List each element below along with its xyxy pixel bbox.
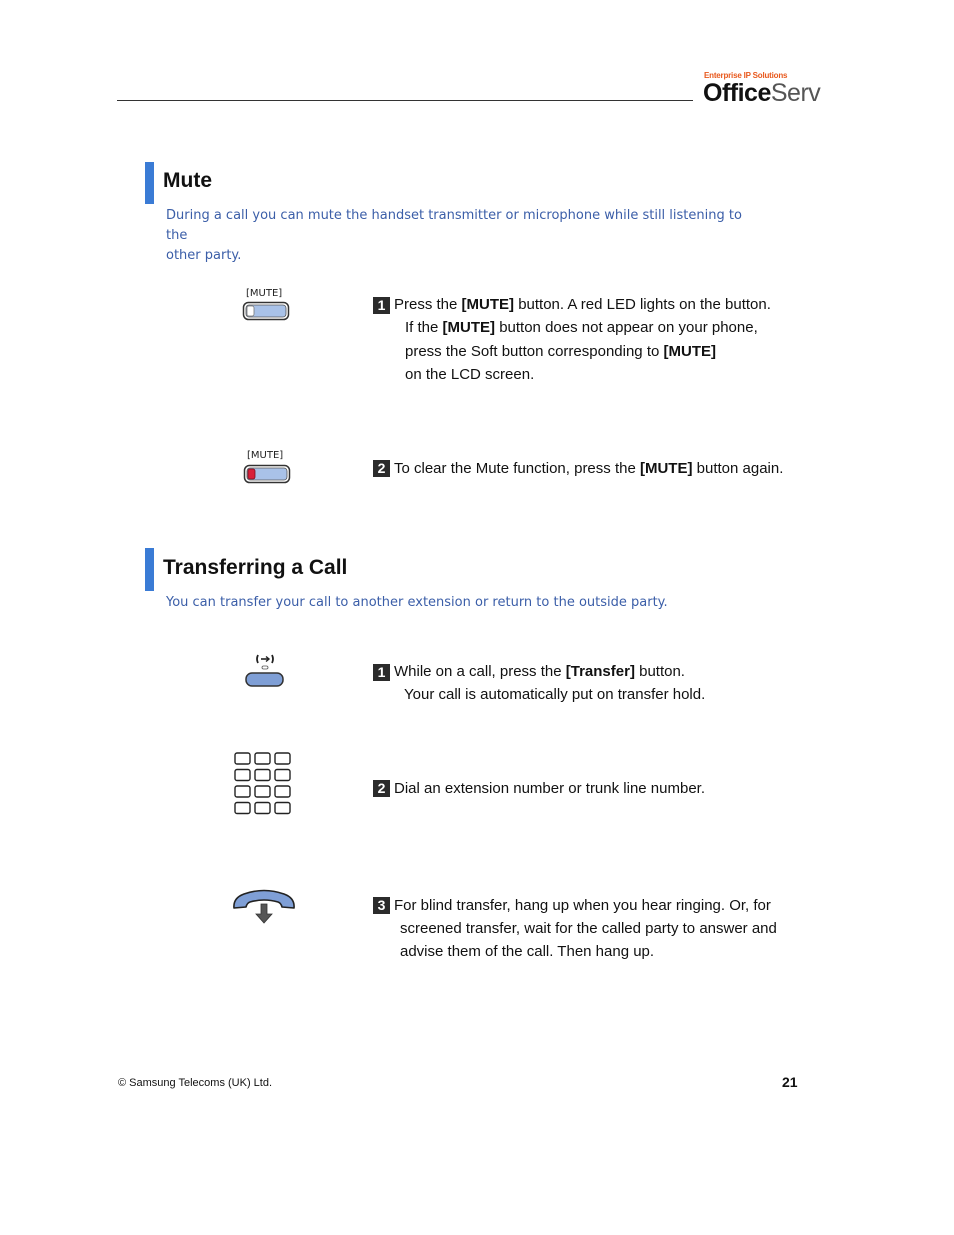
transfer-step-2-number: 2 xyxy=(373,780,390,797)
text-run: button. xyxy=(634,663,685,680)
mute-step-1-line-2 xyxy=(405,316,758,339)
mute-step-1-line-3 xyxy=(405,340,716,363)
transfer-step-1-line-1 xyxy=(394,660,685,683)
text-run: While on a call, press the xyxy=(394,663,566,680)
mute-section-title: Mute xyxy=(163,169,212,192)
keypad-key xyxy=(235,770,250,781)
keypad-key xyxy=(275,753,290,764)
keypad-key xyxy=(275,786,290,797)
transfer-step-3-line-2: screened transfer, wait for the called party to answer and xyxy=(400,920,777,937)
mute-step-1-line-4: on the LCD screen. xyxy=(405,366,535,383)
keypad-key xyxy=(255,803,270,814)
transfer-step-3-number: 3 xyxy=(373,897,390,914)
keypad-key xyxy=(255,753,270,764)
text-run-bold: [MUTE] xyxy=(663,343,716,360)
text-run: To clear the Mute function, press the xyxy=(394,460,640,477)
footer-copyright: © Samsung Telecoms (UK) Ltd. xyxy=(118,1077,273,1089)
mute-step-2-number: 2 xyxy=(373,460,390,477)
text-run-bold: [MUTE] xyxy=(639,460,693,477)
keypad-key xyxy=(235,753,250,764)
transfer-button-icon xyxy=(244,650,286,688)
dial-keypad-icon xyxy=(233,751,293,817)
keypad-key xyxy=(235,803,250,814)
text-run: button does not appear on your phone, xyxy=(495,319,758,336)
keypad-key xyxy=(275,770,290,781)
mute-section-bar xyxy=(145,162,154,204)
keypad-key xyxy=(235,786,250,797)
transfer-section-bar xyxy=(145,548,154,591)
keypad-key xyxy=(255,786,270,797)
mute-button-icon xyxy=(242,301,290,321)
text-run-bold: [MUTE] xyxy=(461,296,515,313)
mute-icon-label: [MUTE] xyxy=(246,288,283,299)
mute-led-icon-label: [MUTE] xyxy=(247,450,284,461)
transfer-section-intro: You can transfer your call to another extension or return to the outside party. xyxy=(166,595,668,610)
transfer-step-2-line-1: Dial an extension number or trunk line number. xyxy=(394,780,706,797)
brand-logo xyxy=(703,78,820,108)
text-run-bold: [MUTE] xyxy=(442,319,496,336)
mute-step-2-line-1 xyxy=(394,457,783,480)
mute-step-1-number: 1 xyxy=(373,297,390,314)
hang-up-handset-icon xyxy=(230,886,298,928)
mute-step-1-line-1 xyxy=(394,293,771,316)
transfer-step-1-line-2: Your call is automatically put on transfer hold. xyxy=(404,686,706,703)
mute-intro-line-2: other party. xyxy=(166,248,242,263)
text-run: If the xyxy=(405,319,443,336)
transfer-step-1-number: 1 xyxy=(373,664,390,681)
transfer-step-3-line-3: advise them of the call. Then hang up. xyxy=(400,943,655,960)
brand-tagline: Enterprise IP Solutions xyxy=(704,71,788,80)
mute-intro-line-1: During a call you can mute the handset transmitter or microphone while still listening to the xyxy=(166,208,742,243)
keypad-key xyxy=(275,803,290,814)
transfer-step-3-line-1: For blind transfer, hang up when you hear ringing. Or, for xyxy=(394,897,771,914)
text-run: button. A red LED lights on the button. xyxy=(514,296,771,313)
text-run: press the Soft button corresponding to xyxy=(405,343,664,360)
mute-button-led-icon xyxy=(243,464,291,484)
transfer-section-title: Transferring a Call xyxy=(163,556,348,579)
page-number: 21 xyxy=(782,1074,798,1090)
brand-logo-serv: Serv xyxy=(770,79,821,107)
brand-logo-office: Office xyxy=(703,79,771,107)
text-run: Press the xyxy=(394,296,462,313)
text-run-bold: [Transfer] xyxy=(565,663,635,680)
text-run: button again. xyxy=(692,460,784,477)
keypad-key xyxy=(255,770,270,781)
mute-section-intro xyxy=(166,206,766,266)
header-rule xyxy=(117,100,693,101)
